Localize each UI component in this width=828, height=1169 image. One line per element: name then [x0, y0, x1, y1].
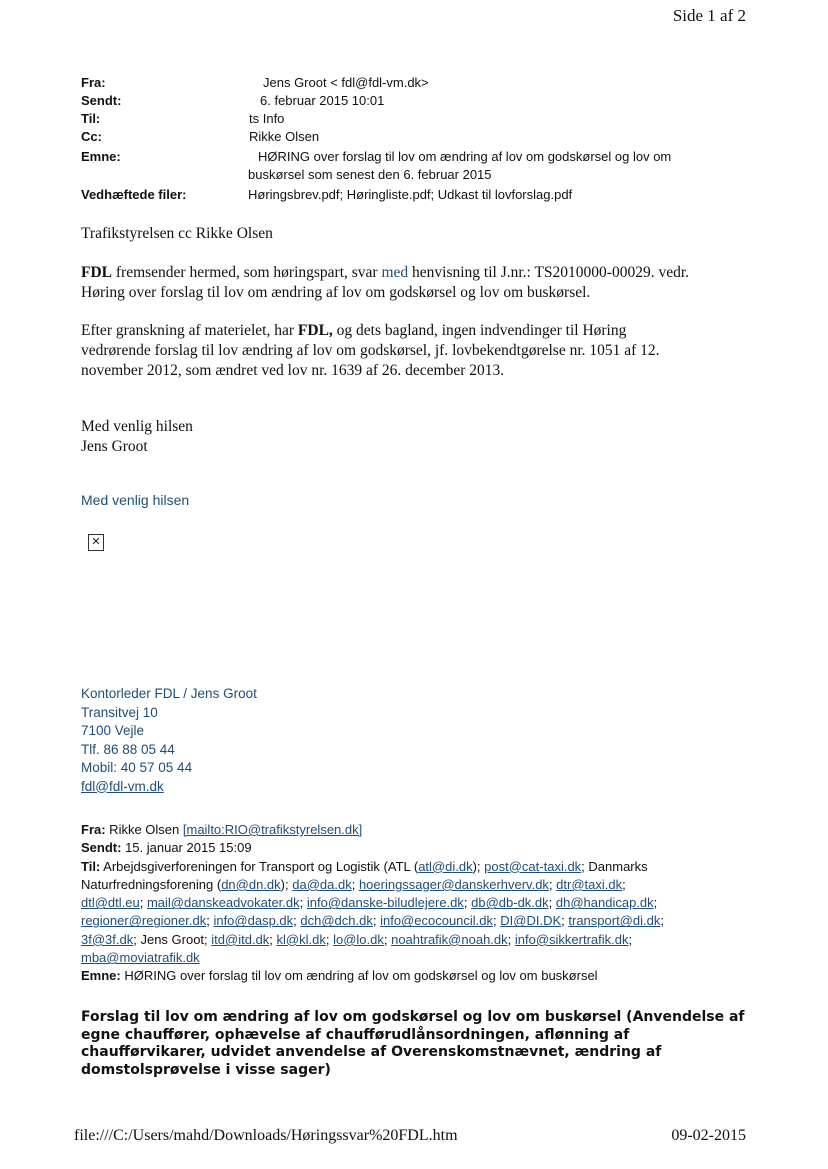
- signature-greeting: Med venlig hilsen: [81, 492, 190, 508]
- separator: ;: [463, 895, 472, 911]
- attachments-value[interactable]: Høringsbrev.pdf; Høringliste.pdf; Udkast til lovforslag.pdf: [248, 187, 573, 202]
- recipient-link[interactable]: hoeringssager@danskerhverv.dk: [358, 876, 549, 892]
- separator: ;: [507, 931, 515, 947]
- recipient-link[interactable]: mail@danskeadvokater.dk: [146, 895, 300, 911]
- forwarded-header: [81, 821, 741, 986]
- separator: ;: [293, 913, 301, 929]
- org-name-2: FDL,: [297, 322, 333, 339]
- recipient-link[interactable]: dn@dn.dk: [221, 876, 281, 892]
- fwd-to-label: Til:: [81, 858, 101, 874]
- fwd-to-text: Arbejdsgiverforeningen for Transport og Logistik (ATL (: [100, 858, 419, 874]
- fwd-subject-row: [81, 967, 741, 985]
- separator: ;: [299, 895, 307, 911]
- fwd-from-mailto-link[interactable]: [mailto:RIO@trafikstyrelsen.dk]: [182, 822, 363, 837]
- paragraph-1-line-2: Høring over forslag til lov om ændring af lov om godskørsel og lov om buskørsel.: [81, 284, 591, 301]
- p1-text-a: fremsender hermed, som høringspart, svar: [112, 264, 382, 281]
- fwd-to-text: );: [280, 876, 293, 892]
- recipient-link[interactable]: 3f@3f.dk: [81, 931, 134, 947]
- recipient-link[interactable]: mba@moviatrafik.dk: [81, 950, 200, 966]
- attachments-label: Vedhæftede filer:: [81, 187, 187, 202]
- p2-text-b: og dets bagland, ingen indvendinger til Høring: [332, 322, 627, 339]
- paragraph-2-line-1: [81, 321, 761, 341]
- paragraph-2-line-2: vedrørende forslag til lov ændring af lov om godskørsel, jf. lovbekendtgørelse nr. 1051 af 12.: [81, 342, 660, 359]
- signature-city: 7100 Vejle: [81, 723, 145, 738]
- recipient-link[interactable]: da@da.dk: [292, 876, 352, 892]
- sent-value: 6. februar 2015 10:01: [260, 93, 385, 108]
- separator: ;: [548, 895, 556, 911]
- page-number: Side 1 af 2: [672, 6, 746, 25]
- fwd-to-text: Naturfredningsforening (: [81, 876, 222, 892]
- p1-med: med: [381, 264, 409, 281]
- p2-text-a: Efter granskning af materielet, har: [81, 322, 298, 339]
- closing-greeting: Med venlig hilsen: [81, 418, 193, 435]
- recipient-link[interactable]: dch@dch.dk: [300, 913, 373, 929]
- footer-file-path: file:///C:/Users/mahd/Downloads/Høringssvar%20FDL.htm: [74, 1127, 458, 1144]
- recipient-link[interactable]: atl@di.dk: [418, 858, 473, 874]
- recipient-link[interactable]: db@db-dk.dk: [471, 895, 549, 911]
- bill-title-line-3: chaufførvikarer, udvidet anvendelse af Overenskomstnævnet, ændring af: [81, 1044, 662, 1060]
- fwd-from-name: Rikke Olsen: [105, 822, 183, 837]
- recipient-link[interactable]: dtl@dtl.eu: [81, 895, 140, 911]
- closing: [81, 417, 761, 457]
- recipient-link[interactable]: regioner@regioner.dk: [81, 913, 207, 929]
- signature-mobile: Mobil: 40 57 05 44: [81, 760, 193, 775]
- signature-phone: Tlf. 86 88 05 44: [81, 741, 175, 757]
- separator: ;: [269, 931, 277, 947]
- fwd-to-text: ; Jens Groot;: [133, 931, 212, 947]
- closing-name: Jens Groot: [81, 438, 148, 455]
- bill-title-line-4: domstolsprøvelse i visse sager): [81, 1061, 331, 1078]
- recipient-link[interactable]: dh@handicap.dk: [555, 895, 654, 911]
- subject-line-1: HØRING over forslag til lov om ændring af lov om godskørsel og lov om: [258, 149, 672, 164]
- separator: ;: [383, 931, 392, 947]
- separator: ;: [206, 913, 214, 929]
- recipient-link[interactable]: itd@itd.dk: [211, 931, 270, 947]
- fwd-sent-label: Sendt:: [81, 840, 122, 856]
- recipient-link[interactable]: DI@DI.DK: [500, 913, 562, 929]
- recipient-link[interactable]: info@sikkertrafik.dk: [514, 931, 629, 947]
- cc-label: Cc:: [81, 129, 102, 144]
- separator: ;: [351, 876, 359, 892]
- separator: ;: [561, 913, 569, 929]
- separator: ;: [372, 913, 381, 929]
- recipient-link[interactable]: dtr@taxi.dk: [556, 876, 623, 892]
- fwd-from-label: Fra:: [81, 822, 106, 837]
- paragraph-2: [81, 321, 761, 381]
- recipient-link[interactable]: info@ecocouncil.dk: [380, 913, 494, 929]
- fwd-to-text: );: [472, 858, 485, 874]
- paragraph-2-line-3: november 2012, som ændret ved lov nr. 1639 af 26. december 2013.: [81, 362, 505, 379]
- recipient-link[interactable]: kl@kl.dk: [276, 931, 326, 947]
- paragraph-1-line-1: [81, 263, 761, 283]
- subject-line-2: buskørsel som senest den 6. februar 2015: [248, 167, 492, 182]
- paragraph-1: [81, 263, 761, 303]
- broken-image-icon: ✕: [88, 534, 104, 551]
- org-name: FDL: [81, 264, 112, 281]
- bill-title-line-2: egne chauffører, ophævelse af chaufførudlånsordningen, aflønning af: [81, 1026, 630, 1043]
- to-label: Til:: [81, 111, 101, 126]
- separator: ;: [325, 931, 334, 947]
- separator: ;: [139, 895, 147, 911]
- fwd-from-row: [81, 821, 741, 839]
- from-value: Jens Groot < fdl@fdl-vm.dk>: [263, 75, 429, 90]
- cc-value: Rikke Olsen: [249, 129, 320, 144]
- signature-title: Kontorleder FDL / Jens Groot: [81, 686, 257, 701]
- bill-title: [81, 1009, 751, 1079]
- recipient-link[interactable]: info@danske-biludlejere.dk: [306, 895, 464, 911]
- recipient-link[interactable]: post@cat-taxi.dk: [484, 858, 582, 874]
- p1-text-b: henvisning til J.nr.: TS2010000-00029. vedr.: [408, 264, 690, 281]
- recipient-link[interactable]: transport@di.dk: [568, 913, 661, 929]
- recipient-link[interactable]: info@dasp.dk: [213, 913, 294, 929]
- subject-label: Emne:: [81, 149, 121, 164]
- recipient-link[interactable]: lo@lo.dk: [333, 931, 384, 947]
- footer-date: 09-02-2015: [671, 1127, 746, 1144]
- fwd-subject-value: HØRING over forslag til lov om ændring af lov om godskørsel og lov om buskørsel: [120, 968, 598, 984]
- separator: ;: [548, 876, 557, 892]
- separator: ;: [493, 913, 501, 929]
- sent-label: Sendt:: [81, 93, 122, 108]
- fwd-sent-value: 15. januar 2015 15:09: [121, 840, 252, 856]
- recipient-link[interactable]: noahtrafik@noah.dk: [391, 931, 508, 947]
- bill-title-line-1: Forslag til lov om ændring af lov om godskørsel og lov om buskørsel (Anvendelse af: [81, 1009, 745, 1025]
- signature-street: Transitvej 10: [81, 704, 158, 720]
- fwd-sent-row: [81, 839, 741, 857]
- greeting: Trafikstyrelsen cc Rikke Olsen: [81, 225, 273, 242]
- fwd-to-row: Til: Arbejdsgiverforeningen for Transport og Logistik (ATL (atl@di.dk); post@cat-taxi.dk; Danmarks Naturfredningsforening (dn@dn.dk); da@da.dk; hoeringssager@danskerhverv.dk; dtr@taxi.dk; dtl@dtl.eu; mail@danskeadvokater.dk; info@danske-biludlejere.dk; db@db-dk.dk; dh@handicap.dk; regioner@regioner.dk; info@dasp.dk; dch@dch.dk; info@ecocouncil.dk; DI@DI.DK; transport@di.dk; 3f@3f.dk; Jens Groot; itd@itd.dk; kl@kl.dk; lo@lo.dk; noahtrafik@noah.dk; info@sikkertrafik.dk; mba@moviatrafik.dk: [81, 858, 664, 966]
- fwd-subject-label: Emne:: [81, 968, 121, 984]
- from-label: Fra:: [81, 75, 106, 90]
- fwd-to-text: ; Danmarks: [581, 858, 648, 874]
- to-value: ts Info: [249, 111, 285, 126]
- signature-email-link[interactable]: fdl@fdl-vm.dk: [81, 778, 164, 794]
- signature-block: [81, 685, 257, 796]
